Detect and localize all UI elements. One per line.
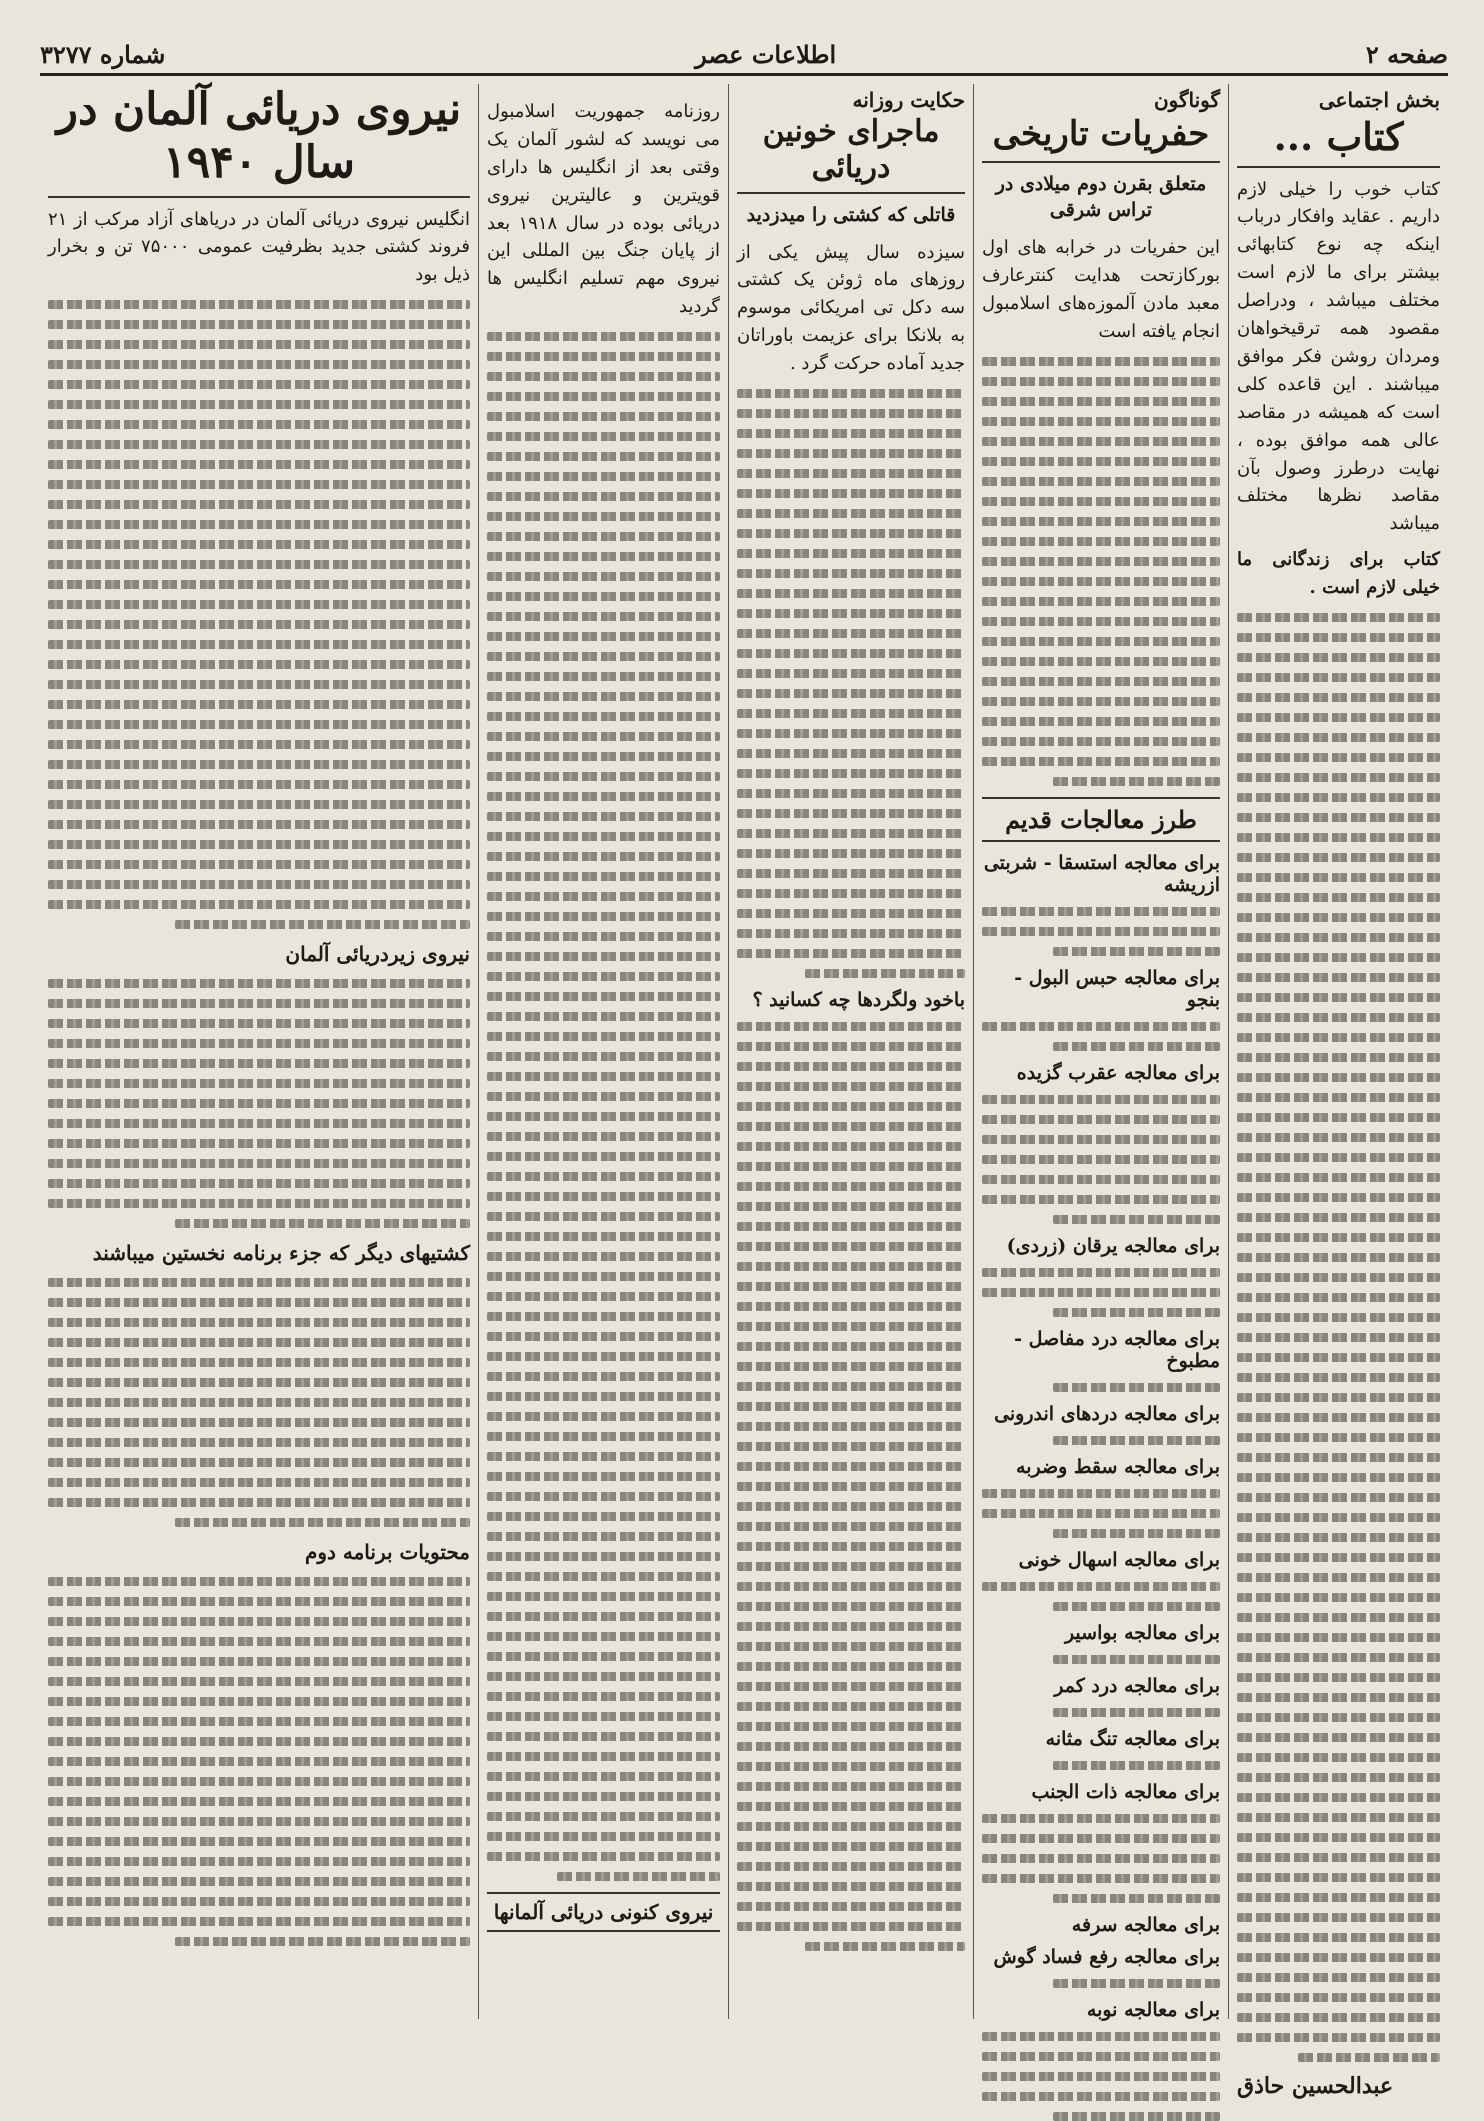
columns [40,84,1448,2099]
article-subtitle: متعلق بقرن دوم میلادی در تراس شرقی [995,172,1207,222]
article-body-lines [48,979,470,1228]
newspaper-name: اطلاعات عصر [695,40,837,69]
article-body-lines [737,389,965,978]
article-paragraph: انگلیس نیروی دریائی آلمان در دریاهای آزاد مرکب از ۲۱ فروند کشتی جدید بظرفیت عمومی ۷۵۰۰۰ تن و بخرار ذیل بود [48,208,470,286]
remedy-heading: برای معالجه بواسیر [1064,1621,1220,1644]
column-social [1228,84,1448,2099]
article-paragraph: کتاب برای زندگانی ما خیلی لازم است . [1237,549,1440,599]
issue-number: شماره ۳۲۷۷ [40,40,166,69]
remedy-heading: برای معالجه سرفه [1071,1913,1220,1936]
column-navy-continuation [478,84,728,2019]
remedy-heading: برای معالجه درد کمر [1054,1674,1220,1697]
remedy-heading: برای معالجه دردهای اندرونی [994,1402,1220,1425]
article-subtitle: قاتلی که کشتی را میدزدید [746,204,956,226]
page-number: صفحه ۲ [1365,40,1448,69]
remedies-title: طرز معالجات قدیم [982,797,1220,842]
column-daily-story [728,84,973,2019]
article-body-lines [737,1022,965,1951]
column-german-navy [40,84,478,2019]
article-title: حفریات تاریخی [982,114,1220,163]
section-label: حکایت روزانه [852,88,965,112]
remedy-heading: برای معالجه رفع فساد گوش [993,1945,1220,1968]
article-body-lines [48,1278,470,1527]
column-miscellaneous [973,84,1228,2019]
remedy-heading: برای معالجه درد مفاصل - مطبوخ [1014,1327,1220,1372]
article-body-lines [982,357,1220,786]
remedy-heading: برای معالجه ذات الجنب [1031,1780,1220,1803]
section-label: بخش اجتماعی [1318,88,1440,112]
article-paragraph: سیزده سال پیش یکی از روزهای ماه ژوئن یک کشتی سه دکل تی امریکائی موسوم به بلانکا برای عزیمت باوراتان جدید آماده حرکت گرد . [737,241,965,375]
remedy-heading: برای معالجه حبس البول - بنجو [1014,966,1220,1011]
remedy-heading: برای معالجه سقط وضربه [1016,1455,1220,1478]
article-body-lines [48,1577,470,1946]
author-signature: عبدالحسین حاذق [1237,2072,1394,2099]
article-body-lines [48,300,470,929]
remedy-heading: برای معالجه استسقا - شربتی ازریشه [983,851,1220,896]
article-footer-title: نیروی کنونی دریائی آلمانها [487,1892,720,1932]
article-title: کتاب ... [1237,114,1440,168]
page-header [40,24,1448,76]
article-paragraph: کتاب خوب را خیلی لازم داریم . عقاید وافکار درباب اینکه چه نوع کتابهائی بیشتر برای ما لازم است مختلف میباشد ، ودراصل مقصود همه ترقیخواهان ومردان روشن فکر موافق میباشند . این قاعده کلی است که همیشه در مقاصد عالی همه موافق بوده ، نهایت درطرز وصول بآن مقاصد نظرها مختلف میباشد [1237,178,1440,535]
remedy-heading: برای معالجه یرقان (زردی) [1006,1234,1220,1257]
article-subhead: نیروی زیردریائی آلمان [285,942,470,967]
remedy-heading: برای معالجه عقرب گزیده [1016,1061,1220,1084]
remedy-heading: برای معالجه تنگ مثانه [1045,1727,1220,1750]
article-subhead: محتویات برنامه دوم [304,1540,470,1565]
article-paragraph: روزنامه جمهوریت اسلامبول می نویسد که لشور آلمان یک وقتی بعد از انگلیس ها دارای قویترین و عالیترین نیروی دریائی بوده در سال ۱۹۱۸ بعد از پایان جنگ بین المللی این نیروی مهم تسلیم انگلیس ها گردید [487,101,720,318]
remedy-heading: برای معالجه نوبه [1086,1998,1220,2021]
article-paragraph: این حفریات در خرابه های اول بورکازتحت هدایت کنترعارف معبد مادن آلموزه‌های اسلامبول انجام یافته است [982,236,1220,342]
article-body-lines [487,332,720,1881]
article-body-lines [1237,613,1440,2062]
article-subhead: کشتیهای دیگر که جزء برنامه نخستین میباشند [92,1241,470,1266]
article-title: نیروی دریائی آلمان در سال ۱۹۴۰ [48,84,470,198]
article-subhead: باخود ولگردها چه کسانید ؟ [752,989,965,1012]
article-title: ماجرای خونین دریائی [737,114,965,194]
section-label: گوناگون [1153,88,1220,112]
remedy-heading: برای معالجه اسهال خونی [1018,1548,1220,1571]
